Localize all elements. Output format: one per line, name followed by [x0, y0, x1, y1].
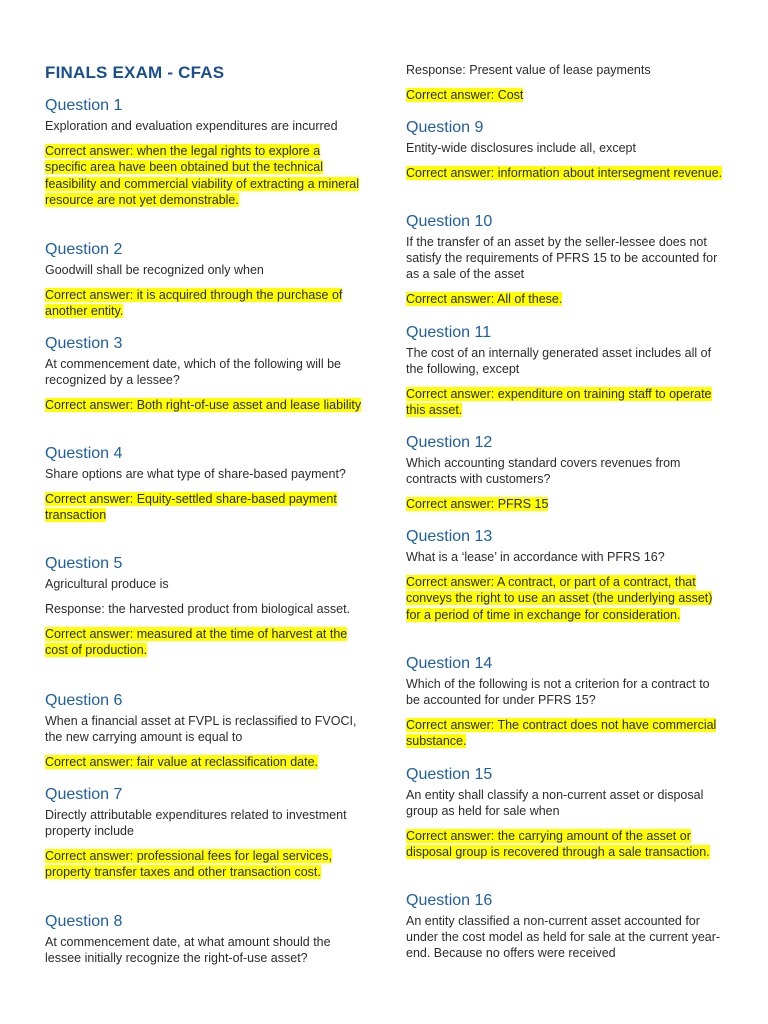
correct-answer: Correct answer: Both right-of-use asset and lease liability [45, 398, 362, 412]
question-text: Share options are what type of share-based payment? [45, 467, 346, 481]
question-text: At commencement date, at what amount should the lessee initially recognize the right-of-use asset? [45, 935, 331, 965]
question-heading: Question 9 [406, 119, 484, 136]
correct-answer: Correct answer: Equity-settled share-based payment transaction [45, 492, 337, 523]
question-block-6 [45, 691, 363, 770]
question-text: If the transfer of an asset by the seller-lessee does not satisfy the requirements of PFRS 15 to be accounted for as a sale of the asset [406, 235, 718, 281]
question-text: When a financial asset at FVPL is reclassified to FVOCI, the new carrying amount is equal to [45, 714, 357, 744]
correct-answer: Correct answer: PFRS 15 [406, 497, 549, 511]
question-heading: Question 1 [45, 97, 123, 114]
correct-answer: Correct answer: fair value at reclassification date. [45, 755, 319, 769]
question-heading: Question 10 [406, 213, 493, 230]
question-heading: Question 2 [45, 241, 123, 258]
question-block-16 [406, 891, 724, 961]
question-heading: Question 8 [45, 913, 123, 930]
question-text: Entity-wide disclosures include all, except [406, 141, 636, 155]
correct-answer: Correct answer: information about intersegment revenue. [406, 166, 723, 180]
question-heading: Question 14 [406, 655, 493, 672]
question-block-10 [406, 212, 724, 307]
question-block-8 [45, 912, 363, 966]
question-block-5 [45, 554, 363, 659]
question-block-12 [406, 433, 724, 512]
correct-answer: Correct answer: The contract does not have commercial substance. [406, 718, 717, 749]
question-text: Directly attributable expenditures related to investment property include [45, 808, 347, 838]
correct-answer: Correct answer: professional fees for legal services, property transfer taxes and other transaction cost. [45, 849, 332, 880]
question-block-9 [406, 118, 724, 181]
question-heading: Question 6 [45, 692, 123, 709]
question-text: The cost of an internally generated asset includes all of the following, except [406, 346, 712, 376]
question-block-7 [45, 785, 363, 881]
question-heading: Question 5 [45, 555, 123, 572]
correct-answer: Correct answer: the carrying amount of the asset or disposal group is recovered through a sale transaction. [406, 829, 710, 860]
correct-answer: Correct answer: when the legal rights to explore a specific area have been obtained but the technical feasibility and commercial viability of extracting a mineral resource are not yet demonstrable. [45, 144, 360, 207]
question-heading: Question 16 [406, 892, 493, 909]
question-block-15 [406, 765, 724, 861]
page-title: FINALS EXAM - CFAS [45, 63, 225, 82]
response-text: Response: the harvested product from biological asset. [45, 602, 351, 616]
question-text: Which accounting standard covers revenues from contracts with customers? [406, 456, 681, 486]
question-block-14 [406, 654, 724, 750]
correct-answer: Correct answer: All of these. [406, 292, 563, 306]
question-block-1 [45, 96, 363, 208]
question-block-2 [45, 240, 363, 320]
question-text: Goodwill shall be recognized only when [45, 263, 264, 277]
correct-answer: Correct answer: expenditure on training staff to operate this asset. [406, 387, 712, 418]
question-text: Agricultural produce is [45, 577, 169, 591]
response-text: Response: Present value of lease payments [406, 63, 651, 77]
question-heading: Question 13 [406, 528, 493, 545]
question-block-13 [406, 527, 724, 623]
question-text: Which of the following is not a criterion for a contract to be accounted for under PFRS 15? [406, 677, 710, 707]
question-text: At commencement date, which of the following will be recognized by a lessee? [45, 357, 341, 387]
question-heading: Question 11 [406, 324, 492, 341]
question-heading: Question 7 [45, 786, 123, 803]
question-heading: Question 4 [45, 445, 123, 462]
correct-answer: Correct answer: A contract, or part of a contract, that conveys the right to use an asset (the underlying asset) for a period of time in exchange for consideration. [406, 575, 713, 622]
correct-answer: Correct answer: measured at the time of harvest at the cost of production. [45, 627, 348, 658]
question-block-11 [406, 323, 724, 419]
correct-answer: Correct answer: it is acquired through the purchase of another entity. [45, 288, 343, 319]
question-text: An entity classified a non-current asset accounted for under the cost model as held for sale at the current year-end. Because no offers were received [406, 914, 721, 960]
correct-answer: Correct answer: Cost [406, 88, 524, 102]
question-text: What is a ‘lease’ in accordance with PFRS 16? [406, 550, 665, 564]
question-block-8-continued [406, 62, 724, 103]
question-text: An entity shall classify a non-current asset or disposal group as held for sale when [406, 788, 704, 818]
question-heading: Question 12 [406, 434, 493, 451]
question-heading: Question 15 [406, 766, 493, 783]
question-heading: Question 3 [45, 335, 123, 352]
question-block-4 [45, 444, 363, 524]
question-block-3 [45, 334, 363, 413]
question-text: Exploration and evaluation expenditures are incurred [45, 119, 338, 133]
